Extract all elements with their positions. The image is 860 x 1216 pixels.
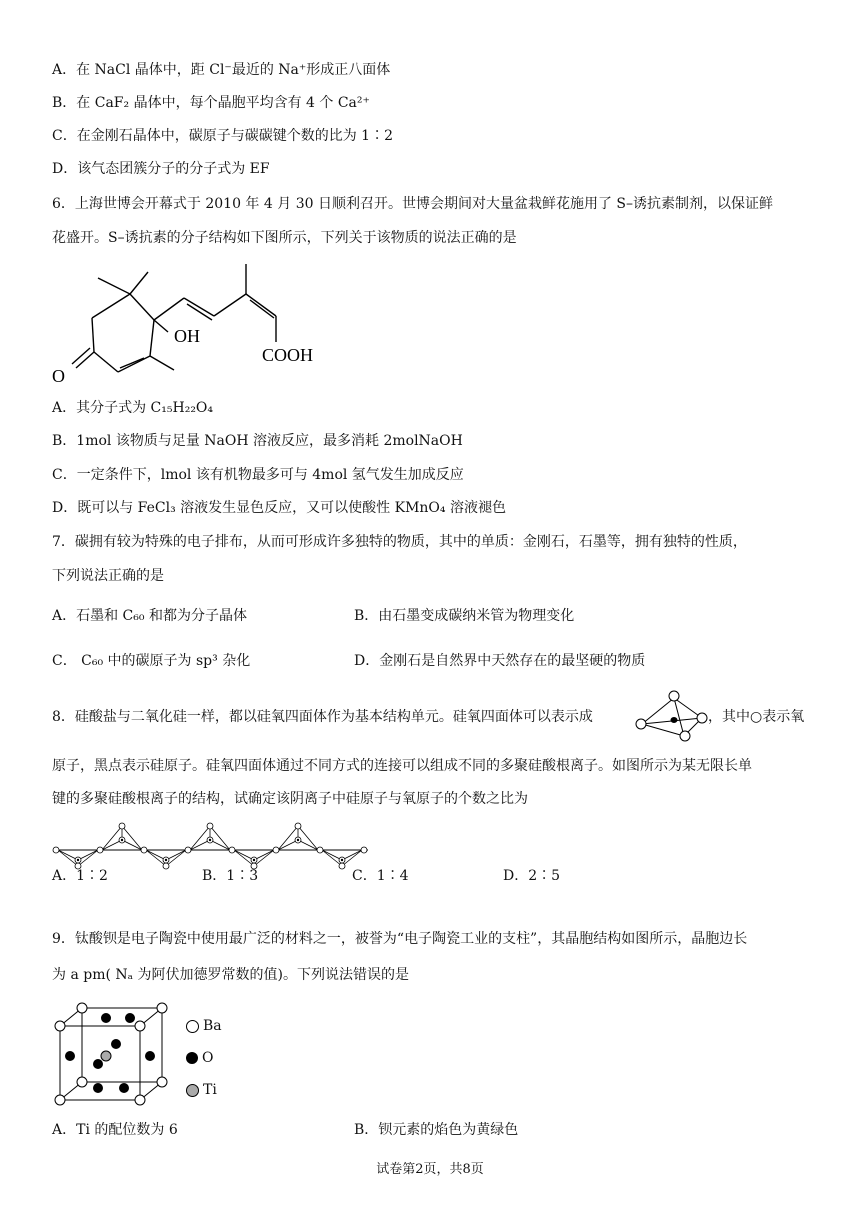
silicate-tetrahedron [190, 823, 230, 850]
q5-option-b: B．在 CaF₂ 晶体中，每个晶胞平均含有 4 个 Ca²⁺ [52, 95, 370, 111]
q8-option-a: A．1∶2 [52, 868, 108, 884]
q8-option-c: C．1∶4 [352, 868, 409, 884]
q7-stem-line1: 7．碳拥有较为特殊的电子排布，从而可形成许多独特的物质，其中的单质：金刚石，石墨等，拥有独特的性质， [52, 534, 747, 550]
q8-stem-line2: 原子，黑点表示硅原子。硅氧四面体通过不同方式的连接可以组成不同的多聚硅酸根离子。如图所示为某无限长单 [52, 758, 752, 774]
q9-stem-line2: 为 a pm( Nₐ 为阿伏加德罗常数的值)。下列说法错误的是 [52, 967, 409, 983]
s-abscisic-acid-structure [50, 258, 350, 388]
silicate-tetrahedron [278, 823, 318, 850]
q7-option-d: D．金刚石是自然界中天然存在的最坚硬的物质 [354, 653, 646, 669]
q7-option-c: C． C₆₀ 中的碳原子为 sp³ 杂化 [52, 653, 251, 669]
q7-stem-line2: 下列说法正确的是 [52, 568, 164, 584]
q8-stem-line1a: 8．硅酸盐与二氧化硅一样，都以硅氧四面体作为基本结构单元。硅氧四面体可以表示成 [52, 709, 593, 725]
hydroxyl-label: OH [174, 326, 200, 346]
q6-option-c: C．一定条件下，lmol 该有机物最多可与 4mol 氢气发生加成反应 [52, 467, 464, 483]
ketone-oxygen-label: O [52, 366, 65, 386]
bridging-oxygen [97, 847, 103, 853]
carboxyl-label: COOH [262, 345, 314, 365]
q5-option-d: D．该气态团簇分子的分子式为 EF [52, 161, 270, 177]
bridging-oxygen [317, 847, 323, 853]
q7-option-b: B．由石墨变成碳纳米管为物理变化 [354, 608, 575, 624]
polysilicate-chain-diagram [50, 820, 372, 870]
bridging-oxygen [53, 847, 59, 853]
q8-stem-line3: 键的多聚硅酸根离子的结构，试确定该阴离子中硅原子与氧原子的个数之比为 [52, 791, 528, 807]
legend-ba [186, 1010, 222, 1042]
bridging-oxygen [185, 847, 191, 853]
unit-cell-legend [186, 1010, 222, 1106]
q8-option-b: B．1∶3 [202, 868, 259, 884]
q6-option-a: A．其分子式为 C₁₅H₂₂O₄ [52, 400, 214, 416]
silicon-oxygen-tetrahedron-icon [634, 690, 708, 744]
q5-option-a: A．在 NaCl 晶体中，距 Cl⁻最近的 Na⁺形成正八面体 [52, 62, 391, 78]
q5-option-c: C．在金刚石晶体中，碳原子与碳碳键个数的比为 1∶2 [52, 128, 393, 144]
silicate-tetrahedron [102, 823, 142, 850]
o-atom-icon [186, 1052, 198, 1064]
q6-option-d: D．既可以与 FeCl₃ 溶液发生显色反应，又可以使酸性 KMnO₄ 溶液褪色 [52, 500, 506, 516]
legend-ti [186, 1074, 222, 1106]
q9-stem-line1: 9．钛酸钡是电子陶瓷中使用最广泛的材料之一，被誉为“电子陶瓷工业的支柱”，其晶胞结构如图所示，晶胞边长 [52, 931, 748, 947]
ti-atom-icon [186, 1084, 199, 1097]
q6-option-b: B．1mol 该物质与足量 NaOH 溶液反应，最多消耗 2molNaOH [52, 433, 463, 449]
q6-stem-line2: 花盛开。S–诱抗素的分子结构如下图所示，下列关于该物质的说法正确的是 [52, 230, 517, 246]
q9-option-b: B．钡元素的焰色为黄绿色 [354, 1122, 519, 1138]
barium-titanate-unit-cell [48, 1000, 178, 1112]
legend-o [186, 1042, 222, 1074]
ba-atom-icon [186, 1020, 199, 1033]
bridging-oxygen [229, 847, 235, 853]
q8-stem-line1b: ，其中○表示氧 [708, 709, 805, 725]
legend-o-label: O [202, 1050, 214, 1066]
bridging-oxygen [273, 847, 279, 853]
bridging-oxygen [361, 847, 367, 853]
q8-option-d: D．2∶5 [503, 868, 561, 884]
legend-ba-label: Ba [203, 1018, 222, 1034]
silicate-tetrahedron [146, 850, 186, 869]
bridging-oxygen [141, 847, 147, 853]
q6-stem-line1: 6．上海世博会开幕式于 2010 年 4 月 30 日顺利召开。世博会期间对大量盆栽鲜花施用了 S–诱抗素制剂，以保证鲜 [52, 196, 773, 212]
q7-option-a: A．石墨和 C₆₀ 和都为分子晶体 [52, 608, 247, 624]
page-footer: 试卷第2页，共8页 [376, 1162, 484, 1177]
q9-option-a: A．Ti 的配位数为 6 [52, 1122, 178, 1138]
legend-ti-label: Ti [203, 1082, 217, 1098]
